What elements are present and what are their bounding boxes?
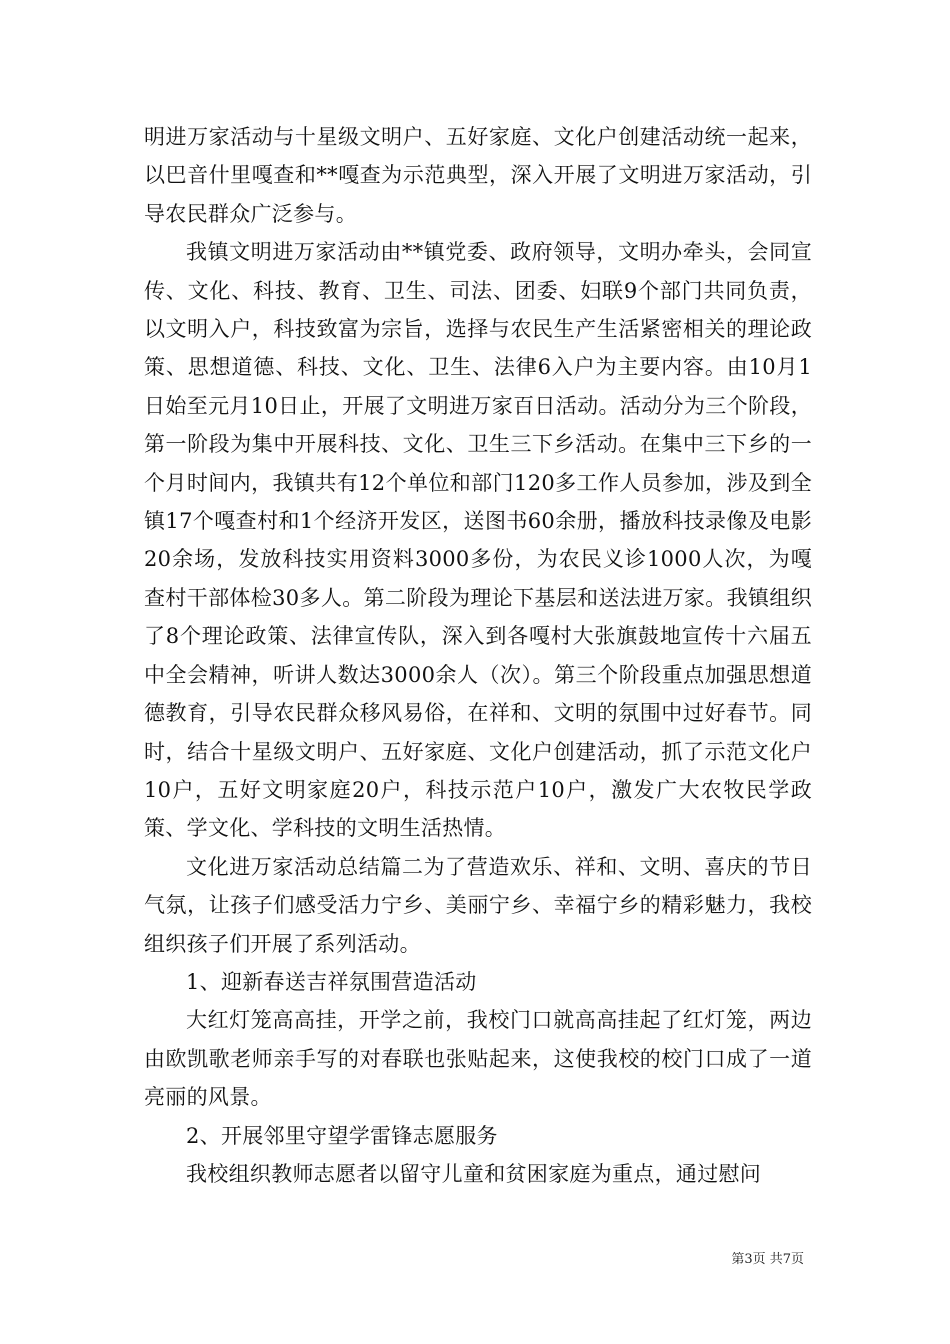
paragraph-lanterns: 大红灯笼高高挂，开学之前，我校门口就高高挂起了红灯笼，两边由欧凯歌老师亲手写的对春联也张贴起来，这使我校的校门口成了一道亮丽的风景。: [144, 1008, 812, 1110]
body-text: [144, 118, 812, 1193]
paragraph-summary-two: 文化进万家活动总结篇二为了营造欢乐、祥和、文明、喜庆的节日气氛，让孩子们感受活力宁乡、美丽宁乡、幸福宁乡的精彩魅力，我校组织孩子们开展了系列活动。: [144, 854, 812, 956]
paragraph-volunteers: 我校组织教师志愿者以留守儿童和贫困家庭为重点，通过慰问: [186, 1161, 762, 1186]
paragraph-continuation: 明进万家活动与十星级文明户、五好家庭、文化户创建活动统一起来，以巴音什里嘎查和**嘎查为示范典型，深入开展了文明进万家活动，引导农民群众广泛参与。: [144, 125, 812, 226]
heading-item-1: 1、迎新春送吉祥氛围营造活动: [186, 969, 477, 994]
page-number: 第3页 共7页: [731, 1252, 804, 1267]
heading-item-2: 2、开展邻里守望学雷锋志愿服务: [186, 1123, 498, 1148]
paragraph-activity-overview: 我镇文明进万家活动由**镇党委、政府领导，文明办牵头，会同宣传、文化、科技、教育、卫生、司法、团委、妇联9个部门共同负责，以文明入户，科技致富为宗旨，选择与农民生产生活紧密相关的理论政策、思想道德、科技、文化、卫生、法律6入户为主要内容。由10月1日始至元月10日止，开展了文明进万家百日活动。活动分为三个阶段，第一阶段为集中开展科技、文化、卫生三下乡活动。在集中三下乡的一个月时间内，我镇共有12个单位和部门120多工作人员参加，涉及到全镇17个嘎查村和1个经济开发区，送图书60余册，播放科技录像及电影20余场，发放科技实用资料3000多份，为农民义诊1000人次，为嘎查村干部体检30多人。第二阶段为理论下基层和送法进万家。我镇组织了8个理论政策、法律宣传队，深入到各嘎村大张旗鼓地宣传十六届五中全会精神，听讲人数达3000余人（次）。第三个阶段重点加强思想道德教育，引导农民群众移风易俗，在祥和、文明的氛围中过好春节。同时，结合十星级文明户、五好家庭、文化户创建活动，抓了示范文化户10户，五好文明家庭20户，科技示范户10户，激发广大农牧民学政策、学文化、学科技的文明生活热情。: [144, 240, 812, 841]
